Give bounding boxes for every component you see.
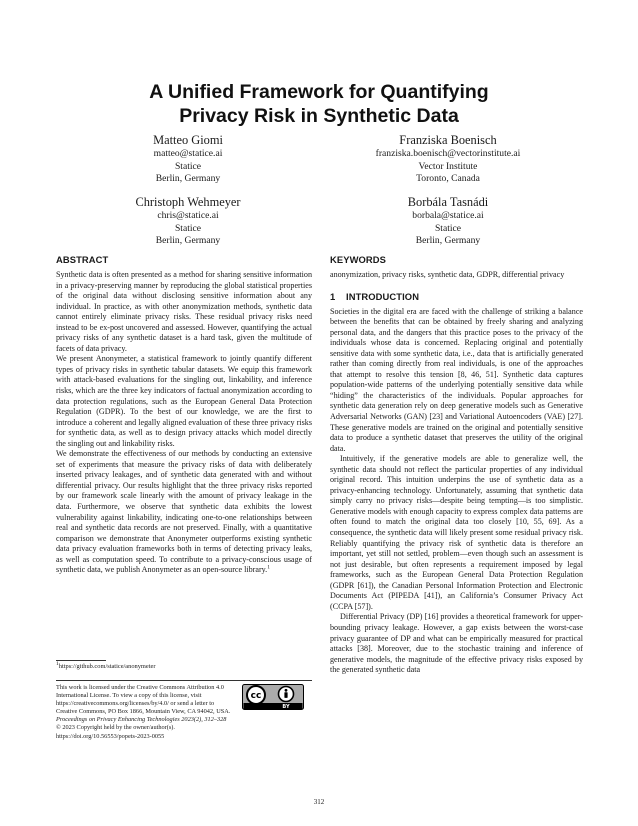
author-email: chris@statice.ai (157, 210, 219, 221)
proceedings-line: Proceedings on Privacy Enhancing Technologies 2023(2), 312–328 (56, 716, 227, 724)
author-name: Matteo Giomi (153, 133, 223, 147)
author-block (338, 195, 558, 248)
footnote (56, 660, 156, 671)
license-text: This work is licensed under the Creative Commons Attribution 4.0 International License. To view a copy of this license, visit https://creativecommons.org/licenses/by/4.0/ or send a letter to Creative Commons, PO Box 1866, Mountain View, CA 94042, USA. (56, 684, 231, 716)
author-block (78, 195, 298, 248)
intro-paragraph: Societies in the digital era are faced with the challenge of striking a balance between the benefits that can be obtained by freely sharing and analyzing personal data, and the dangers that this practice poses to the privacy of the individuals whose data is concerned. Replacing original and potentially sensitive data with some synthetic data, i.e., data that is artificially generated rather than coming directly from real individuals, is one of the approaches that attempt to resolve this tension [8, 46, 51]. Synthetic data captures population-wide patterns of the underlying potentially sensitive data while “hiding” the characteristics of the individuals. Popular approaches for synthetic data generation rely on deep generative models such as Generative Adversarial Networks (GAN) [23] and Variational Autoencoders (VAE) [27]. These generative models are trained on the original and potentially sensitive data to produce a synthetic dataset that preserves the utility of the original data. (330, 306, 583, 453)
footnote-divider (56, 660, 106, 661)
author-name: Franziska Boenisch (399, 133, 497, 147)
abstract-paragraph: Synthetic data is often presented as a method for sharing sensitive information in a privacy-preserving manner by reproducing the global statistical properties of the original data without disclosing sensitive information about any individual. In practice, as with other anonymization methods, synthetic data cannot entirely eliminate privacy risks. These residual privacy risks need instead to be ex-post uncovered and assessed. However, quantifying the actual privacy risks of any synthetic dataset is a hard task, given the multitude of facets of data privacy. (56, 270, 312, 353)
section-title: INTRODUCTION (346, 290, 420, 302)
left-column (56, 254, 312, 576)
footnote-marker: 1 (267, 564, 270, 571)
author-email: franziska.boenisch@vectorinstitute.ai (375, 148, 521, 159)
keywords-heading: KEYWORDS (330, 254, 387, 265)
abstract-paragraph: We present Anonymeter, a statistical framework to jointly quantify different types of privacy risks in synthetic tabular datasets. We equip this framework with attack-based evaluations for the singling out, linkability, and inference risks, which are the three key indicators of factual anonymization according to data protection regulations, such as the European General Data Protection Regulation (GDPR). To the best of our knowledge, we are the first to introduce a coherent and legally aligned evaluation of these three privacy risks for synthetic data, as well as to design privacy attacks which model directly the singling out and linkability risks. (56, 354, 312, 448)
footnote-number: 1 (56, 660, 59, 667)
author-location: Berlin, Germany (155, 173, 221, 185)
title-line-2: Privacy Risk in Synthetic Data (179, 105, 459, 127)
author-org: Statice (174, 160, 202, 172)
author-location: Toronto, Canada (416, 173, 480, 185)
license-divider (56, 680, 312, 681)
right-column (330, 254, 583, 676)
cc-by-license-icon (242, 684, 304, 710)
section-number: 1 (330, 290, 336, 302)
intro-paragraph: Intuitively, if the generative models are able to generalize well, the synthetic data should not reflect the particular properties of any individual original record. This intuition underpins the use of synthetic data as a privacy-enhancing technology. Unfortunately, assuming that synthetic data simply carry no privacy risks—despite being tempting—is too simplistic. Generative models with enough capacity to express complex data patterns are often found to match the original data too closely [10, 55, 69]. As a consequence, the synthetic data will likely present some residual privacy risk. Reliably quantifying the privacy risk of synthetic data is therefore an important, yet still not settled, problem—even though such an assessment is not just desirable, but often represents a requirement imposed by legal frameworks, such as the European General Data Protection Regulation (GDPR [61]), the Canadian Personal Information Protection and Electronic Documents Act (PIPEDA [41]), an California’s Consumer Privacy Act (CCPA [57]). (330, 454, 583, 611)
introduction-heading (330, 291, 583, 303)
abstract-paragraph (56, 449, 312, 576)
author-email: borbala@statice.ai (412, 210, 484, 221)
abstract-paragraph-text: We demonstrate the effectiveness of our methods by conducting an extensive set of experiments that measure the privacy risks of data with deliberately inserted privacy leakages, and of synthetic data generated with and without differential privacy. Our results highlight that the three privacy risks reported by our framework scale linearly with the amount of privacy leakage in the data. Furthermore, we observe that synthetic data exhibits the lowest vulnerability against linkability, indicating one-to-one relationships between real and synthetic data records are not preserved. Finally, with a quantitative comparison we demonstrate that Anonymeter outperforms existing synthetic data privacy evaluation frameworks both in terms of detecting privacy leaks, as well as computation speed. To contribute to a privacy-conscious usage of synthetic data, we publish Anonymeter as an open-source library. (56, 449, 312, 575)
cc-badge-label: cc (250, 691, 262, 701)
author-org: Vector Institute (418, 160, 478, 172)
author-block (78, 133, 298, 186)
intro-paragraph: Differential Privacy (DP) [16] provides a theoretical framework for upper-bounding privacy leakage. However, a gap exists between the worst-case privacy guarantee of DP and what can be empirically measured for practical attacks [38]. Moreover, due to the stochastic training and inference of generative models, the magnitude of the effective privacy risks exposed by the generated synthetic data (330, 612, 583, 675)
page-number: 312 (313, 798, 325, 806)
by-badge-label: BY (282, 704, 290, 710)
author-location: Berlin, Germany (155, 235, 221, 247)
paper-title (0, 80, 638, 128)
author-email: matteo@statice.ai (153, 148, 223, 159)
author-org: Statice (174, 222, 202, 234)
author-block (338, 133, 558, 186)
abstract-heading: ABSTRACT (56, 254, 109, 265)
title-line-1: A Unified Framework for Quantifying (149, 81, 489, 103)
copyright-line: © 2023 Copyright held by the owner/author(s). (56, 724, 175, 732)
author-location: Berlin, Germany (415, 235, 481, 247)
author-name: Christoph Wehmeyer (135, 195, 241, 209)
author-name: Borbála Tasnádi (407, 195, 489, 209)
footnote-link[interactable]: https://github.com/statice/anonymeter (58, 663, 156, 670)
doi-link[interactable]: https://doi.org/10.56553/popets-2023-0055 (56, 732, 165, 740)
keywords-text: anonymization, privacy risks, synthetic data, GDPR, differential privacy (330, 270, 565, 279)
author-org: Statice (434, 222, 462, 234)
